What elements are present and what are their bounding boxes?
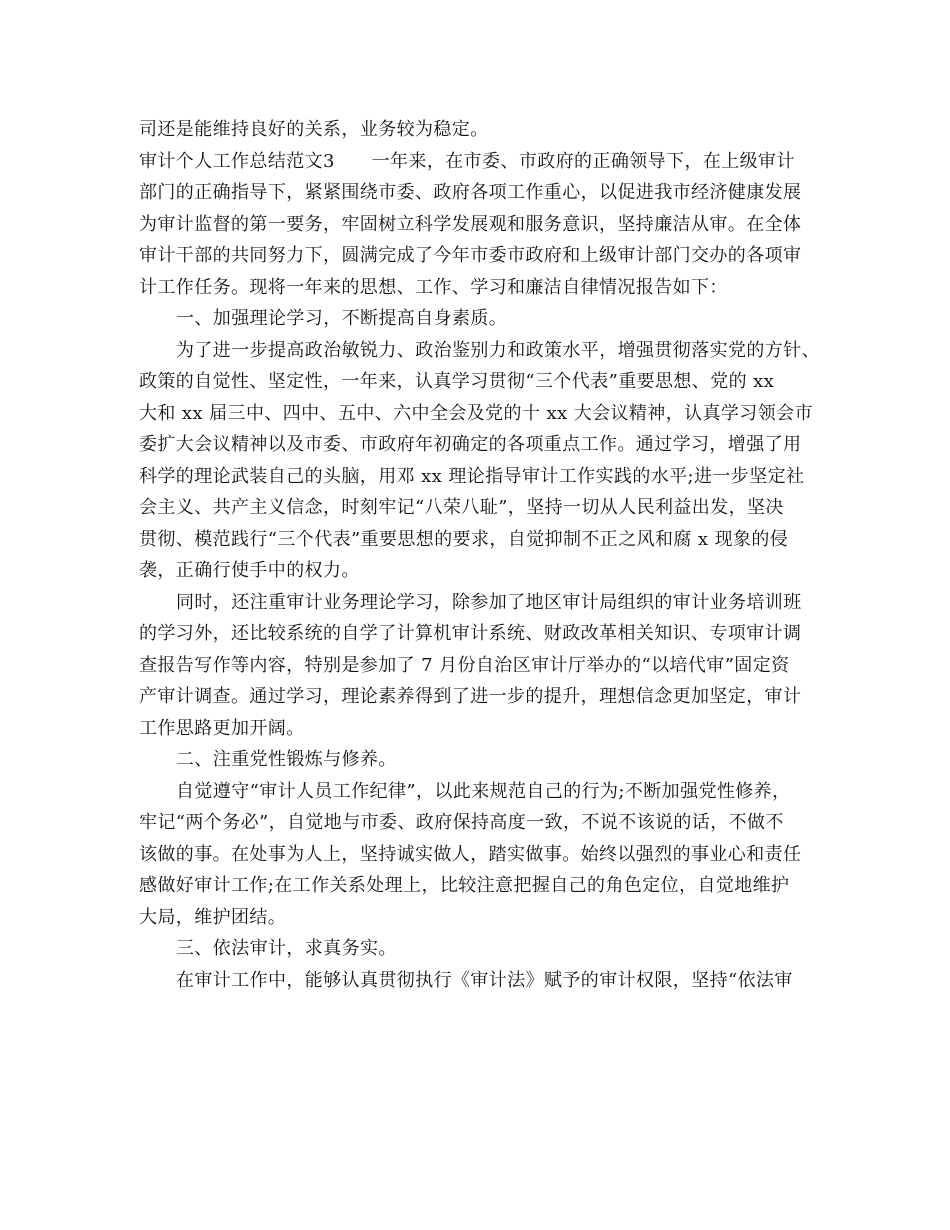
text-line: 为审计监督的第一要务，牢固树立科学发展观和服务意识，坚持廉洁从审。在全体 [139,213,802,235]
section-heading: 三、依法审计，求真务实。 [176,938,397,959]
text-line: 大和 xx 届三中、四中、五中、六中全会及党的十 xx 大会议精神，认真学习领会市 [139,402,813,424]
text-line: 在审计工作中，能够认真贯彻执行《审计法》赋予的审计权限，坚持“依法审 [176,969,793,991]
document-body [139,114,823,996]
text-line: 感做好审计工作;在工作关系处理上，比较注意把握自己的角色定位，自觉地维护 [139,875,790,896]
text-line: 该做的事。在处事为人上，坚持诚实做人，踏实做事。始终以强烈的事业心和责任 [139,843,802,865]
text-line: 审计个人工作总结范文3 一年来，在市委、市政府的正确领导下，在上级审计 [139,150,795,172]
text-line: 审计干部的共同努力下，圆满完成了今年市委市政府和上级审计部门交办的各项审 [139,245,802,266]
text-line: 贯彻、模范践行“三个代表”重要思想的要求，自觉抑制不正之风和腐 x 现象的侵 [139,528,789,550]
text-line: 司还是能维持良好的关系，业务较为稳定。 [139,119,489,140]
text-line: 为了进一步提高政治敏锐力、政治鉴别力和政策水平，增强贯彻落实党的方针、 [176,339,820,361]
section-heading: 一、加强理论学习，不断提高自身素质。 [176,308,508,329]
section-heading: 二、注重党性锻炼与修养。 [176,749,397,770]
text-line: 牢记“两个务必”，自觉地与市委、政府保持高度一致，不说不该说的话，不做不 [139,812,784,833]
text-line: 大局，维护团结。 [139,906,287,928]
text-line: 的学习外，还比较系统的自学了计算机审计系统、财政改革相关知识、专项审计调 [139,623,802,644]
text-line: 计工作任务。现将一年来的思想、工作、学习和廉洁自律情况报告如下： [139,276,728,298]
text-line: 科学的理论武装自己的头脑，用邓 xx 理论指导审计工作实践的水平;进一步坚定社 [139,465,805,487]
text-line: 政策的自觉性、坚定性，一年来，认真学习贯彻“三个代表”重要思想、党的 xx [139,371,775,392]
text-line: 部门的正确指导下，紧紧围绕市委、政府各项工作重心，以促进我市经济健康发展 [139,182,802,203]
text-line: 同时，还注重审计业务理论学习，除参加了地区审计局组织的审计业务培训班 [176,591,802,613]
text-line: 产审计调查。通过学习，理论素养得到了进一步的提升，理想信念更加坚定，审计 [139,686,802,707]
text-line: 袭，正确行使手中的权力。 [139,560,360,581]
text-line: 会主义、共产主义信念，时刻牢记“八荣八耻”，坚持一切从人民利益出发，坚决 [139,497,784,518]
text-line: 工作思路更加开阔。 [139,717,305,739]
text-line: 自觉遵守“审计人员工作纪律”，以此来规范自己的行为;不断加强党性修养， [176,780,791,802]
text-line: 查报告写作等内容，特别是参加了 7 月份自治区审计厅举办的“以培代审”固定资 [139,654,790,676]
text-line: 委扩大会议精神以及市委、市政府年初确定的各项重点工作。通过学习，增强了用 [139,434,802,455]
